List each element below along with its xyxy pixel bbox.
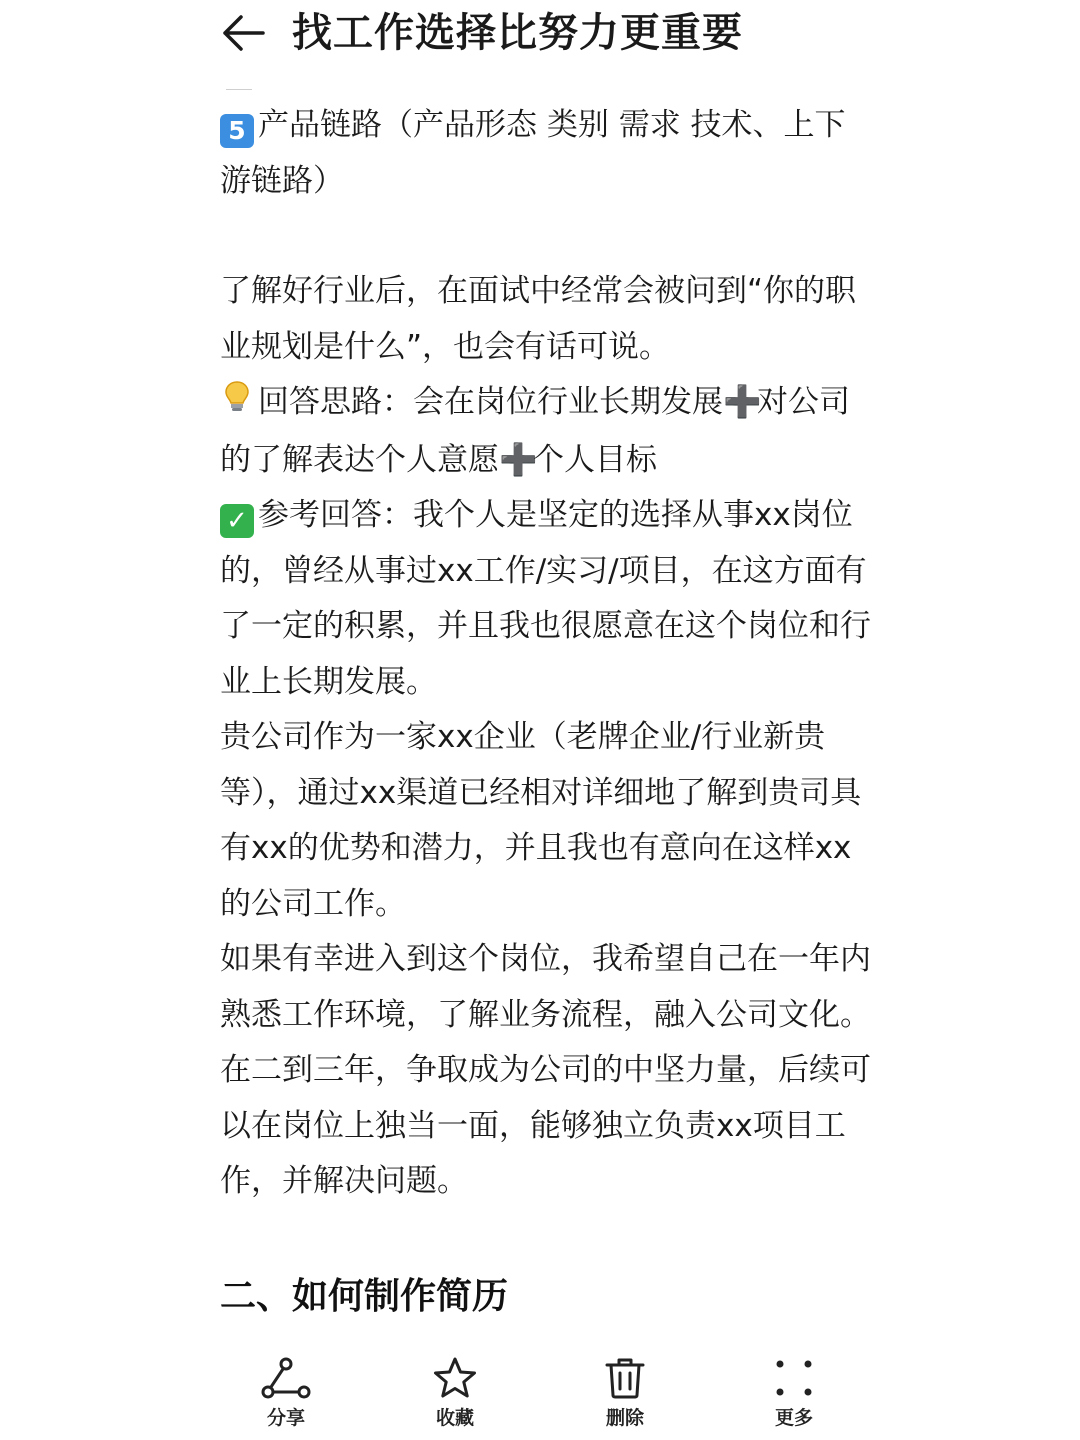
paragraph-plan: 如果有幸进入到这个岗位，我希望自己在一年内熟悉工作环境，了解业务流程，融入公司文化。在二到三年，争取成为公司的中坚力量，后续可以在岗位上独当一面，能够独立负责xx项目工作，并解决问题。	[220, 941, 871, 1199]
spacer	[220, 209, 872, 264]
more-button[interactable]	[739, 1356, 849, 1440]
more-label: 更多	[774, 1407, 813, 1429]
note-content	[220, 98, 872, 1210]
star-icon	[431, 1356, 479, 1400]
paragraph-answer	[220, 488, 872, 710]
answer-text: 参考回答：我个人是坚定的选择从事xx岗位的，曾经从事过xx工作/实习/项目，在这方面有了一定的积累，并且我也很愿意在这个岗位和行业上长期发展。	[220, 497, 871, 700]
delete-button[interactable]	[570, 1356, 680, 1440]
more-dots-icon	[772, 1356, 816, 1400]
favorite-label: 收藏	[435, 1407, 474, 1429]
tip-text-1: 回答思路：会在岗位行业长期发展	[258, 384, 723, 420]
share-icon	[260, 1356, 312, 1400]
product-chain-text: 产品链路（产品形态 类别 需求 技术、上下游链路）	[220, 107, 846, 199]
delete-label: 删除	[605, 1407, 644, 1429]
arrow-left-icon	[221, 13, 265, 53]
section-heading: 二、如何制作简历	[220, 1276, 509, 1317]
paragraph-product-chain	[220, 98, 872, 209]
back-button[interactable]	[218, 8, 268, 58]
plus-icon: ➕	[723, 384, 762, 420]
lightbulb-icon	[220, 377, 254, 433]
page-title: 找工作选择比努力更重要	[292, 10, 743, 56]
tip-text-2: 对公司的了解表达个人意愿	[220, 384, 850, 478]
paragraph-tip	[220, 375, 872, 488]
tip-text-3: 个人目标	[533, 441, 657, 478]
paragraph-intro: 了解好行业后，在面试中经常会被问到“你的职业规划是什么”，也会有话可说。	[220, 273, 857, 365]
favorite-button[interactable]	[400, 1356, 510, 1440]
bottom-toolbar	[0, 1350, 1080, 1440]
header	[0, 0, 1080, 70]
share-label: 分享	[266, 1407, 305, 1429]
divider	[226, 89, 252, 90]
paragraph-company: 贵公司作为一家xx企业（老牌企业/行业新贵等），通过xx渠道已经相对详细地了解到贵司具有xx的优势和潜力，并且我也有意向在这样xx的公司工作。	[220, 719, 862, 922]
share-button[interactable]	[231, 1356, 341, 1440]
trash-icon	[603, 1356, 647, 1400]
plus-icon: ➕	[499, 441, 538, 478]
keycap-five-icon: 5	[220, 114, 254, 148]
check-icon: ✓	[220, 504, 254, 538]
